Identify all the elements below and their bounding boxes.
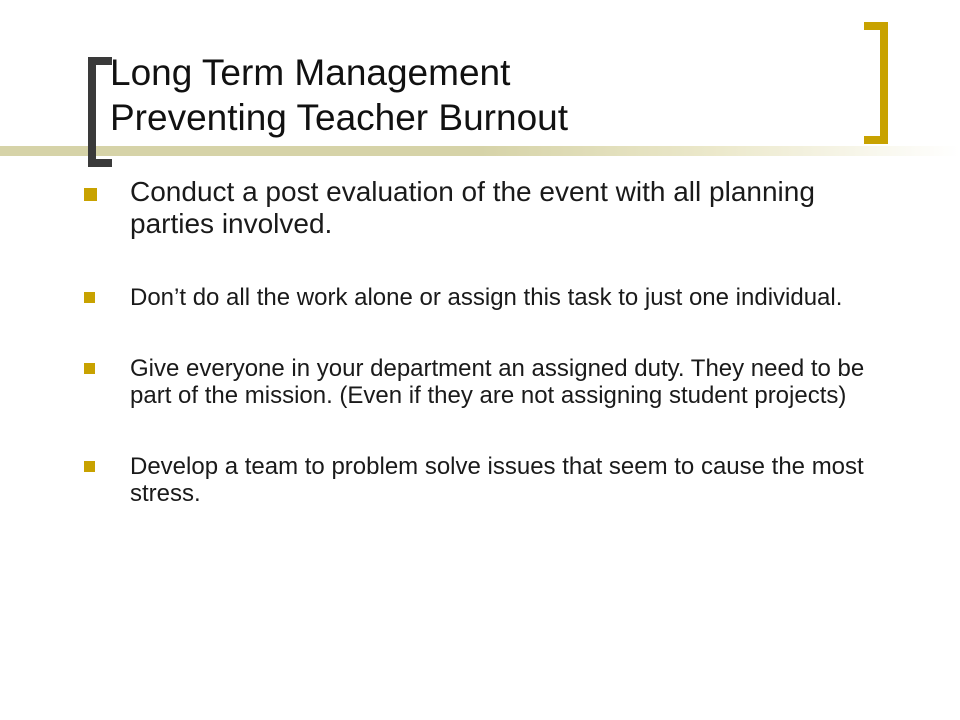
title-accent-line [0, 146, 960, 156]
left-bracket-bottom-decoration [88, 159, 112, 167]
bullet-text: Don’t do all the work alone or assign this task to just one individual. [130, 284, 843, 311]
left-bracket-decoration [88, 57, 96, 167]
bullet-item [84, 355, 884, 409]
title-line-2: Preventing Teacher Burnout [110, 97, 569, 138]
bullet-item [84, 453, 884, 507]
bullet-text: Give everyone in your department an assigned duty. They need to be part of the mission. (Even if they are not assigning student projects) [130, 355, 865, 409]
square-bullet-icon [84, 461, 95, 472]
right-bracket-top-decoration [864, 22, 888, 30]
square-bullet-icon [84, 363, 95, 374]
bullet-text: Conduct a post evaluation of the event with all planning parties involved. [130, 176, 815, 239]
right-bracket-decoration [880, 22, 888, 144]
bullet-list [84, 176, 884, 551]
right-bracket-bottom-decoration [864, 136, 888, 144]
bullet-item [84, 176, 884, 240]
left-bracket-top-decoration [88, 57, 112, 65]
bullet-item [84, 284, 884, 311]
bullet-text: Develop a team to problem solve issues that seem to cause the most stress. [130, 453, 864, 507]
title-line-1: Long Term Management [110, 52, 511, 93]
square-bullet-icon [84, 292, 95, 303]
square-bullet-icon [84, 188, 97, 201]
slide-title [110, 50, 850, 140]
